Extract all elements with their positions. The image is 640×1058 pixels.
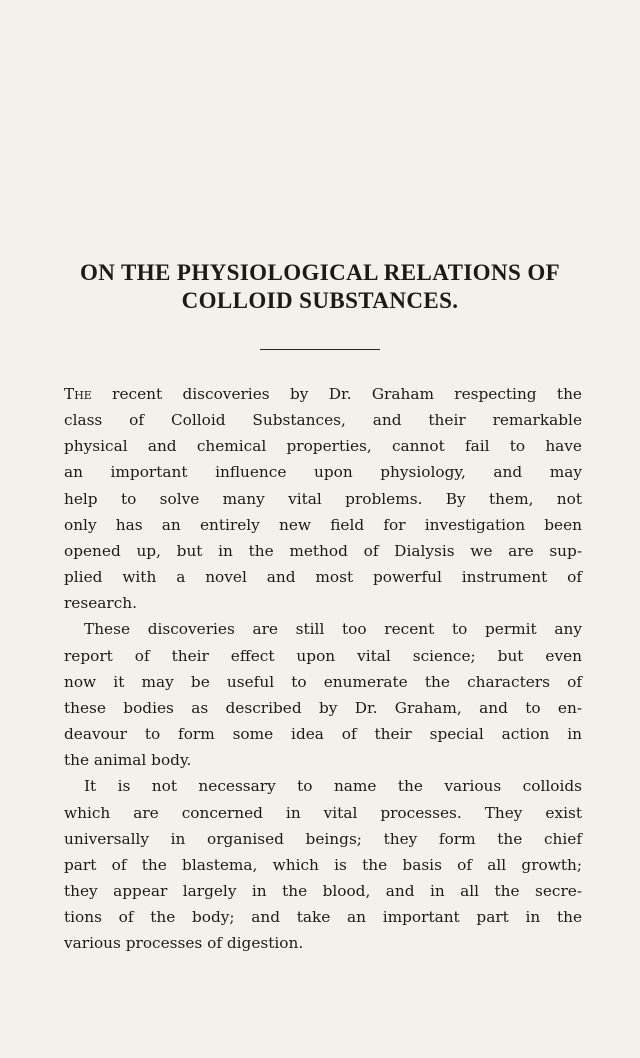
text-line: help to solve many vital problems. By them, not (64, 489, 582, 508)
text-line: opened up, but in the method of Dialysis we are sup- (64, 541, 582, 560)
text-line: physical and chemical properties, cannot fail to have (64, 437, 582, 456)
text-line: It is not necessary to name the various colloids (84, 777, 582, 796)
chapter-title-line-1: ON THE PHYSIOLOGICAL RELATIONS OF (79, 260, 561, 285)
chapter-title-line-2: COLLOID SUBSTANCES. (181, 288, 459, 313)
text-line: universally in organised beings; they form the chief (64, 829, 582, 848)
text-line: various processes of digestion. (64, 934, 304, 953)
text-line: report of their effect upon vital science; but even (64, 646, 582, 665)
text-line: tions of the body; and take an important part in the (64, 908, 582, 927)
text-line: class of Colloid Substances, and their remarkable (64, 411, 582, 430)
text-line-content: recent discoveries by Dr. Graham respecting the (91, 385, 582, 403)
text-line: part of the blastema, which is the basis of all growth; (64, 855, 582, 874)
text-line: they appear largely in the blood, and in all the secre- (64, 881, 582, 900)
lead-word: The (64, 385, 92, 403)
text-line: an important influence upon physiology, and may (64, 463, 582, 482)
text-line: These discoveries are still too recent to permit any (84, 620, 582, 639)
text-line (64, 381, 582, 407)
text-line: research. (64, 594, 137, 613)
text-line: now it may be useful to enumerate the characters of (64, 672, 582, 691)
body-text (64, 381, 582, 956)
text-line: the animal body. (64, 751, 192, 770)
text-line: these bodies as described by Dr. Graham, and to en- (64, 698, 582, 717)
title-divider (260, 349, 380, 350)
text-line: deavour to form some idea of their special action in (64, 725, 582, 744)
text-line: only has an entirely new field for investigation been (64, 515, 582, 534)
text-line: plied with a novel and most powerful instrument of (64, 568, 582, 587)
text-line: which are concerned in vital processes. They exist (64, 803, 582, 822)
